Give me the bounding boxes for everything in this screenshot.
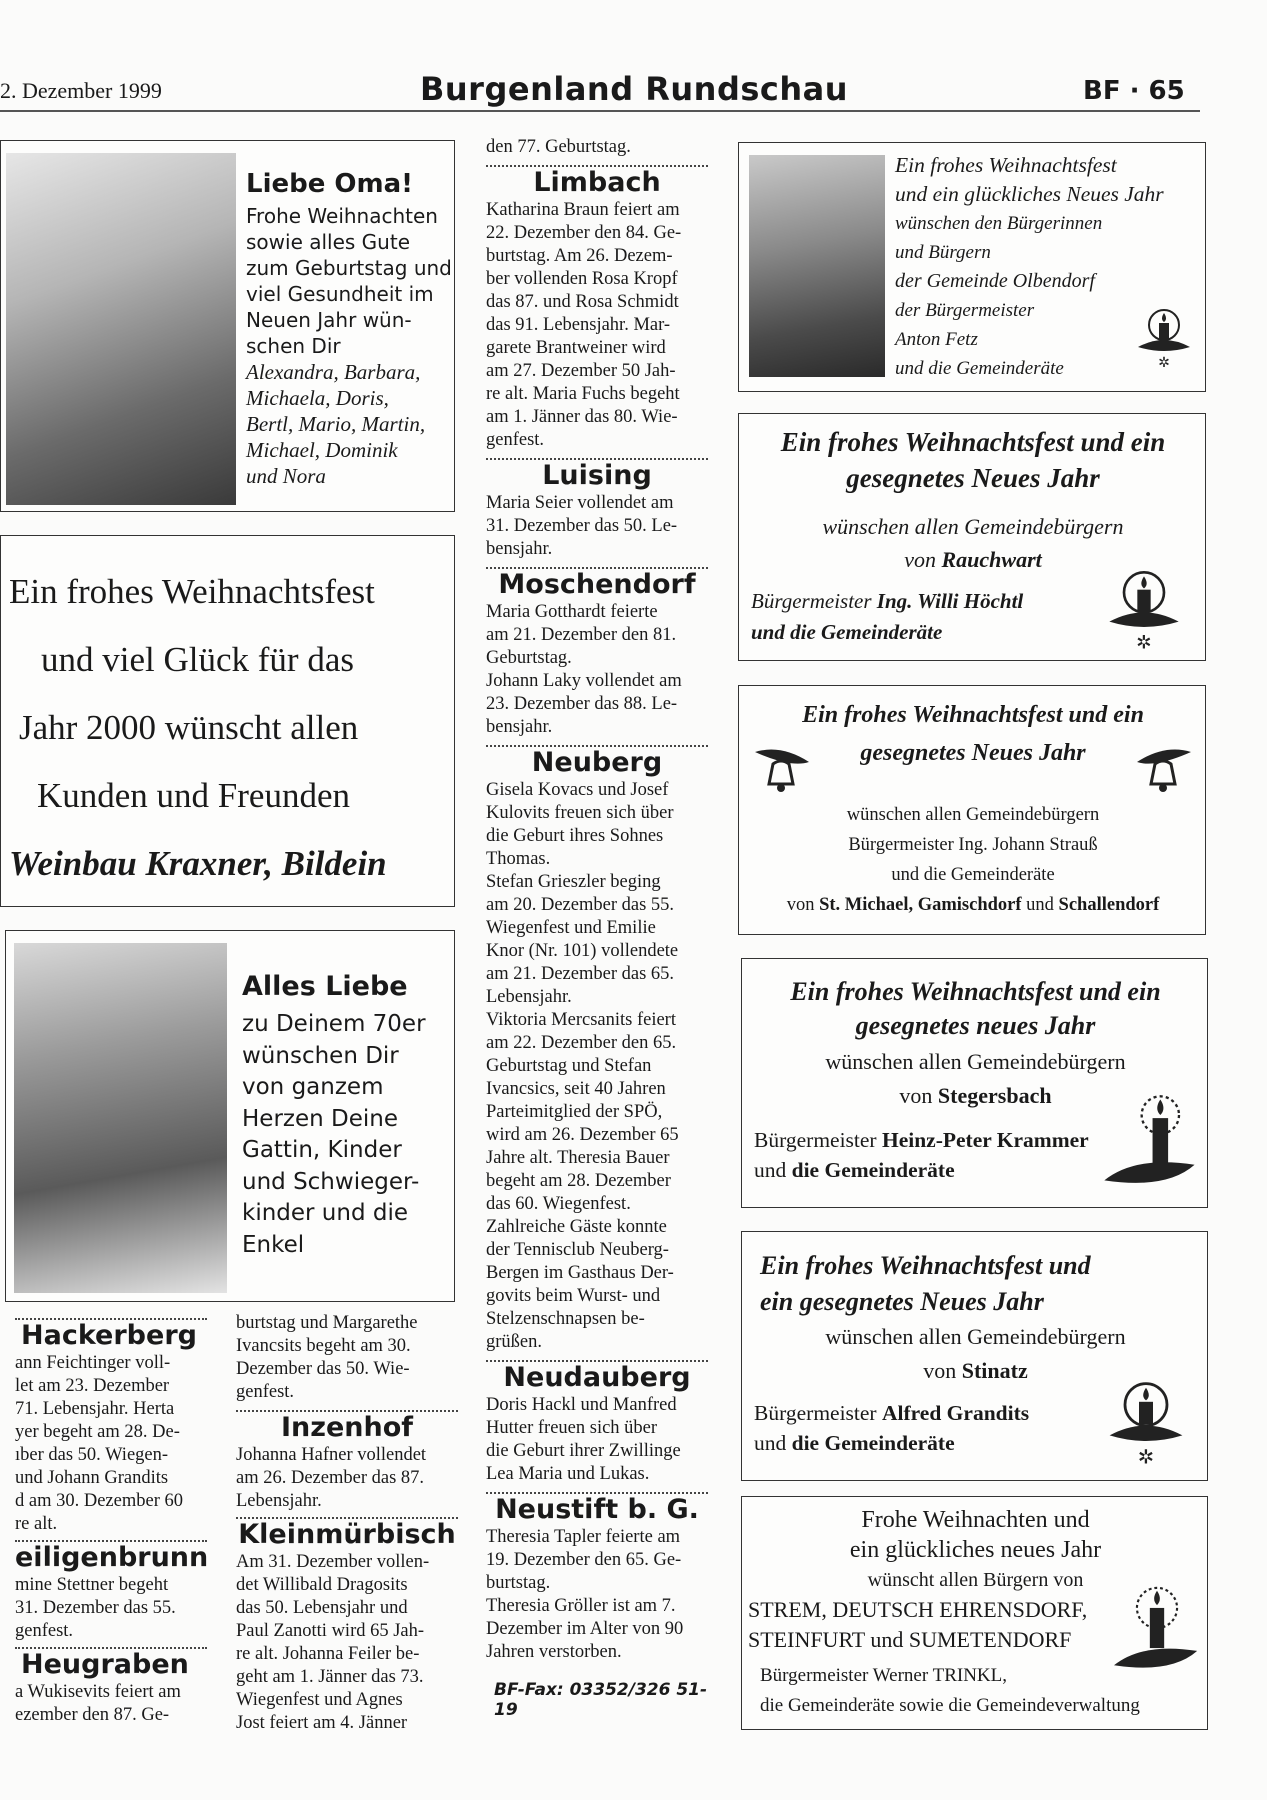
- ad-line: und viel Glück für das: [41, 640, 354, 679]
- article-line: Doris Hackl und Manfred: [486, 1395, 677, 1415]
- article-line: Geburtstag.: [486, 648, 572, 668]
- article-line: 23. Dezember das 88. Le-: [486, 694, 678, 714]
- ad-line: wünschen allen Gemeindebürgern: [846, 805, 1100, 825]
- article-line: die Geburt ihrer Zwillinge: [486, 1441, 681, 1461]
- ad-line: und ein glückliches Neues Jahr: [895, 182, 1164, 206]
- ad-line: die Gemeinderäte: [791, 1158, 955, 1182]
- section-title-limbach: Limbach: [533, 167, 661, 198]
- article-line: am 21. Dezember das 65.: [486, 964, 675, 984]
- christmas-candle-icon: [1104, 1370, 1188, 1470]
- page-number: BF · 65: [1083, 76, 1185, 106]
- ad-line: Bürgermeister: [754, 1401, 877, 1425]
- section-title-kleinmuerbisch: Kleinmürbisch: [238, 1519, 456, 1550]
- article-line: Zahlreiche Gäste konnte: [486, 1217, 667, 1237]
- article-line: genfest.: [236, 1382, 295, 1402]
- ad-signature: Alexandra, Barbara,: [246, 360, 421, 384]
- article-line: Kulovits freuen sich über: [486, 803, 674, 823]
- ad-st-michael: [738, 685, 1206, 935]
- article-line: Jost feiert am 4. Jänner: [236, 1713, 408, 1733]
- section-title-heugraben: Heugraben: [21, 1649, 189, 1680]
- ad-mayor: Heinz-Peter Krammer: [881, 1128, 1089, 1152]
- ad-line: Enkel: [242, 1231, 305, 1258]
- article-line: ber vollenden Rosa Kropf: [486, 269, 678, 289]
- article-line: mine Stettner begeht: [15, 1575, 169, 1595]
- article-line: Stelzenschnapsen be-: [486, 1309, 645, 1329]
- ad-signature: und Nora: [246, 464, 326, 488]
- article-line: Knor (Nr. 101) vollendete: [486, 941, 679, 961]
- ad-line: wünscht allen Bürgern von: [867, 1569, 1084, 1591]
- article-line: am 27. Dezember 50 Jah-: [486, 361, 676, 381]
- article-line: Ivancsics, seit 40 Jahren: [486, 1079, 666, 1099]
- article-line: burtstag.: [486, 1573, 551, 1593]
- ad-signature: Michaela, Doris,: [246, 386, 389, 410]
- article-line: Ivancsits begeht am 30.: [236, 1336, 411, 1356]
- ad-line: zu Deinem 70er: [242, 1011, 426, 1037]
- section-title-inzenhof: Inzenhof: [280, 1412, 414, 1443]
- article-line: burtstag und Margarethe: [236, 1313, 418, 1333]
- article-line: let am 23. Dezember: [15, 1376, 170, 1396]
- article-line: Hutter freuen sich über: [486, 1418, 658, 1438]
- ad-title: gesegnetes Neues Jahr: [860, 740, 1086, 766]
- ad-line: ein glückliches neues Jahr: [849, 1537, 1102, 1563]
- ad-line: wünschen allen Gemeindebürgern: [825, 1049, 1126, 1074]
- ad-line: und: [1026, 895, 1054, 915]
- ad-stegersbach: [741, 958, 1208, 1208]
- article-line: a Wukisevits feiert am: [15, 1682, 181, 1702]
- article-line: d am 30. Dezember 60: [15, 1491, 183, 1511]
- article-line: ezember den 87. Ge-: [15, 1705, 170, 1725]
- ad-title: gesegnetes neues Jahr: [855, 1011, 1096, 1040]
- ad-title: gesegnetes Neues Jahr: [846, 463, 1100, 493]
- ad-title: ein gesegnetes Neues Jahr: [760, 1287, 1044, 1316]
- article-line: ann Feichtinger voll-: [15, 1353, 171, 1373]
- svg-text:✲: ✲: [1136, 632, 1152, 652]
- article-line: Jahre alt. Theresia Bauer: [486, 1148, 670, 1168]
- article-line: Lea Maria und Lukas.: [486, 1464, 650, 1484]
- ad-title: Ein frohes Weihnachtsfest und ein: [780, 427, 1166, 457]
- ad-stinatz: [741, 1231, 1208, 1481]
- section-title-heiligenbrunn: eiligenbrunn: [15, 1542, 209, 1573]
- ad-rauchwart: [738, 413, 1206, 661]
- ad-place: Stinatz: [961, 1358, 1028, 1383]
- article-line: das 91. Lebensjahr. Mar-: [486, 315, 671, 335]
- ad-line: die Gemeinderäte sowie die Gemeindeverwaltung: [760, 1695, 1140, 1716]
- ad-line: zum Geburtstag und: [246, 256, 452, 280]
- ad-line: schen Dir: [246, 334, 341, 358]
- article-line: bensjahr.: [486, 539, 553, 559]
- article-line: Lebensjahr.: [236, 1491, 322, 1511]
- ad-line: und Schwieger-: [242, 1168, 420, 1195]
- article-line: 19. Dezember den 65. Ge-: [486, 1550, 682, 1570]
- ad-line: der Bürgermeister: [895, 300, 1035, 321]
- article-line: die Geburt ihres Sohnes: [486, 826, 664, 846]
- ad-line: und: [754, 1158, 787, 1182]
- ad-place: Stegersbach: [937, 1083, 1052, 1108]
- article-line: Johann Laky vollendet am: [486, 671, 682, 691]
- article-line: grüßen.: [486, 1332, 542, 1352]
- article-line: geht am 1. Jänner das 73.: [236, 1667, 424, 1687]
- fax-number: BF-Fax: 03352/326 51-19: [494, 1680, 708, 1720]
- ad-signature: Bertl, Mario, Martin,: [246, 412, 426, 436]
- ad-line: Jahr 2000 wünscht allen: [19, 708, 359, 747]
- article-line: Maria Gotthardt feierte: [486, 602, 658, 622]
- section-title-moschendorf: Moschendorf: [498, 569, 696, 600]
- ad-olbendorf: [738, 142, 1206, 392]
- article-line: Parteimitglied der SPÖ,: [486, 1102, 663, 1122]
- article-line: re alt. Johanna Feiler be-: [236, 1644, 420, 1664]
- ad-line: viel Gesundheit im: [246, 282, 434, 306]
- article-line: genfest.: [15, 1621, 74, 1641]
- ad-line: und die Gemeinderäte: [891, 865, 1055, 885]
- ad-line: Gattin, Kinder: [242, 1137, 402, 1163]
- article-line: das 87. und Rosa Schmidt: [486, 292, 679, 312]
- article-line: 31. Dezember das 50. Le-: [486, 516, 678, 536]
- ad-signature: Michael, Dominik: [246, 438, 398, 462]
- ad-strem: [741, 1496, 1208, 1730]
- article-line: ıber das 50. Wiegen-: [15, 1445, 169, 1465]
- article-line: Paul Zanotti wird 65 Jah-: [236, 1621, 425, 1641]
- ad-place: Rauchwart: [941, 547, 1042, 572]
- article-line: am 20. Dezember das 55.: [486, 895, 675, 915]
- ad-line: Ein frohes Weihnachtsfest: [9, 572, 375, 611]
- grandmother-photo: [6, 153, 236, 505]
- ad-line: von: [904, 547, 936, 572]
- article-line: den 77. Geburtstag.: [486, 137, 631, 157]
- bell-icon: [1133, 742, 1195, 798]
- svg-text:✲: ✲: [1137, 1445, 1155, 1469]
- article-line: begeht am 28. Dezember: [486, 1171, 671, 1191]
- ad-line: von: [923, 1358, 957, 1383]
- ad-line: wünschen Dir: [242, 1042, 399, 1069]
- ad-line: Frohe Weihnachten und: [861, 1507, 1090, 1533]
- article-line: der Tennisclub Neuberg-: [486, 1240, 669, 1260]
- article-line: genfest.: [486, 430, 545, 450]
- ad-line: Kunden und Freunden: [37, 776, 351, 815]
- article-line: bensjahr.: [486, 717, 553, 737]
- ad-line: die Gemeinderäte: [791, 1431, 955, 1455]
- ad-line: STREM, DEUTSCH EHRENSDORF,: [748, 1597, 1088, 1622]
- section-title-neuberg: Neuberg: [531, 747, 663, 778]
- christmas-candle-icon: [1114, 1573, 1200, 1683]
- ad-title: Ein frohes Weihnachtsfest und ein: [790, 977, 1161, 1006]
- article-line: Lebensjahr.: [486, 987, 572, 1007]
- article-line: 22. Dezember den 84. Ge-: [486, 223, 682, 243]
- ad-line: und die Gemeinderäte: [895, 358, 1064, 379]
- christmas-candle-icon: [1104, 562, 1184, 652]
- ad-line: der Gemeinde Olbendorf: [895, 270, 1095, 292]
- article-line: Am 31. Dezember vollen-: [236, 1552, 430, 1572]
- section-title-luising: Luising: [542, 460, 652, 491]
- section-title-neustift: Neustift b. G.: [495, 1494, 699, 1525]
- article-line: re alt.: [15, 1514, 58, 1534]
- ad-line: von ganzem: [242, 1074, 384, 1100]
- article-line: yer begeht am 28. De-: [15, 1422, 180, 1442]
- news-column-2: [236, 1312, 458, 1735]
- section-title-neudauberg: Neudauberg: [503, 1362, 691, 1393]
- mayor-photo: [749, 155, 885, 377]
- news-column-3: [486, 136, 708, 1720]
- ad-line: Bürgermeister: [754, 1128, 877, 1152]
- ad-weinbau: [0, 535, 455, 907]
- ad-line: Anton Fetz: [895, 329, 978, 350]
- article-line: 71. Lebensjahr. Herta: [15, 1399, 175, 1419]
- article-line: 31. Dezember das 55.: [15, 1598, 176, 1618]
- article-line: Theresia Gröller ist am 7.: [486, 1596, 676, 1616]
- article-line: am 21. Dezember den 81.: [486, 625, 677, 645]
- ad-line: und Bürgern: [895, 242, 991, 263]
- ad-place: Schallendorf: [1058, 895, 1160, 915]
- ad-line: wünschen allen Gemeindebürgern: [825, 1324, 1126, 1349]
- article-line: Geburtstag und Stefan: [486, 1056, 652, 1076]
- ad-line: und die Gemeinderäte: [751, 620, 943, 644]
- article-line: Theresia Tapler feierte am: [486, 1527, 681, 1547]
- ad-mayor: Alfred Grandits: [881, 1401, 1030, 1425]
- christmas-candle-icon: [1134, 303, 1194, 369]
- ad-line: von: [786, 895, 815, 915]
- ad-line: kinder und die: [242, 1200, 409, 1226]
- ad-line: sowie alles Gute: [246, 230, 411, 254]
- article-line: und Johann Grandits: [15, 1468, 169, 1488]
- ad-line: wünschen allen Gemeindebürgern: [822, 514, 1124, 539]
- bell-icon: [751, 742, 813, 798]
- svg-text:✲: ✲: [1158, 355, 1170, 369]
- ad-signature: Weinbau Kraxner, Bildein: [9, 844, 387, 883]
- christmas-candle-icon: [1104, 1087, 1198, 1199]
- article-line: Katharina Braun feiert am: [486, 200, 680, 220]
- ad-line: STEINFURT und SUMETENDORF: [748, 1627, 1072, 1652]
- ad-line: Bürgermeister Werner TRINKL,: [760, 1665, 1007, 1686]
- grandfather-photo: [14, 943, 227, 1293]
- section-title-hackerberg: Hackerberg: [21, 1320, 197, 1351]
- ad-line: Herzen Deine: [242, 1105, 398, 1132]
- article-line: Stefan Grieszler beging: [486, 872, 661, 892]
- article-line: Maria Seier vollendet am: [486, 493, 674, 513]
- article-line: am 1. Jänner das 80. Wie-: [486, 407, 678, 427]
- ad-place: St. Michael, Gamischdorf: [819, 895, 1022, 915]
- ad-line: und: [754, 1431, 787, 1455]
- article-line: am 22. Dezember den 65.: [486, 1033, 677, 1053]
- header-rule: [0, 110, 1200, 112]
- article-line: Wiegenfest und Emilie: [486, 918, 656, 938]
- newspaper-title: Burgenland Rundschau: [420, 70, 849, 108]
- article-line: garete Brantweiner wird: [486, 338, 666, 358]
- article-line: burtstag. Am 26. Dezem-: [486, 246, 673, 266]
- ad-line: Neuen Jahr wün-: [246, 308, 412, 332]
- article-line: Bergen im Gasthaus Der-: [486, 1263, 674, 1283]
- article-line: wird am 26. Dezember 65: [486, 1125, 679, 1145]
- article-line: Johanna Hafner vollendet: [236, 1445, 427, 1465]
- news-column-1: [15, 1318, 207, 1727]
- ad-heading: Alles Liebe: [242, 971, 408, 1002]
- article-line: Viktoria Mercsanits feiert: [486, 1010, 676, 1030]
- ad-line: Frohe Weihnachten: [246, 204, 438, 228]
- article-line: Thomas.: [486, 849, 551, 869]
- ad-line: Bürgermeister Ing. Johann Strauß: [848, 835, 1098, 855]
- article-line: Dezember im Alter von 90: [486, 1619, 684, 1639]
- issue-date: 2. Dezember 1999: [0, 78, 162, 103]
- article-line: am 26. Dezember das 87.: [236, 1468, 425, 1488]
- ad-line: wünschen den Bürgerinnen: [895, 213, 1103, 234]
- ad-line: von: [899, 1083, 933, 1108]
- ad-title: Ein frohes Weihnachtsfest und: [760, 1251, 1091, 1280]
- article-line: det Willibald Dragosits: [236, 1575, 408, 1595]
- article-line: das 50. Lebensjahr und: [236, 1598, 408, 1618]
- ad-title: Ein frohes Weihnachtsfest und ein: [802, 702, 1144, 728]
- article-line: Wiegenfest und Agnes: [236, 1690, 403, 1710]
- article-line: Jahren verstorben.: [486, 1642, 622, 1662]
- article-line: Gisela Kovacs und Josef: [486, 780, 669, 800]
- article-line: govits beim Wurst- und: [486, 1286, 661, 1306]
- article-line: Dezember das 50. Wie-: [236, 1359, 410, 1379]
- ad-line: Ein frohes Weihnachtsfest: [895, 153, 1117, 177]
- ad-alles-liebe: [5, 930, 455, 1302]
- article-line: das 60. Wiegenfest.: [486, 1194, 631, 1214]
- ad-liebe-oma: [0, 140, 455, 512]
- ad-line: Bürgermeister: [751, 589, 872, 613]
- ad-mayor: Ing. Willi Höchtl: [876, 589, 1024, 613]
- article-line: re alt. Maria Fuchs begeht: [486, 384, 680, 404]
- ad-heading: Liebe Oma!: [246, 169, 414, 199]
